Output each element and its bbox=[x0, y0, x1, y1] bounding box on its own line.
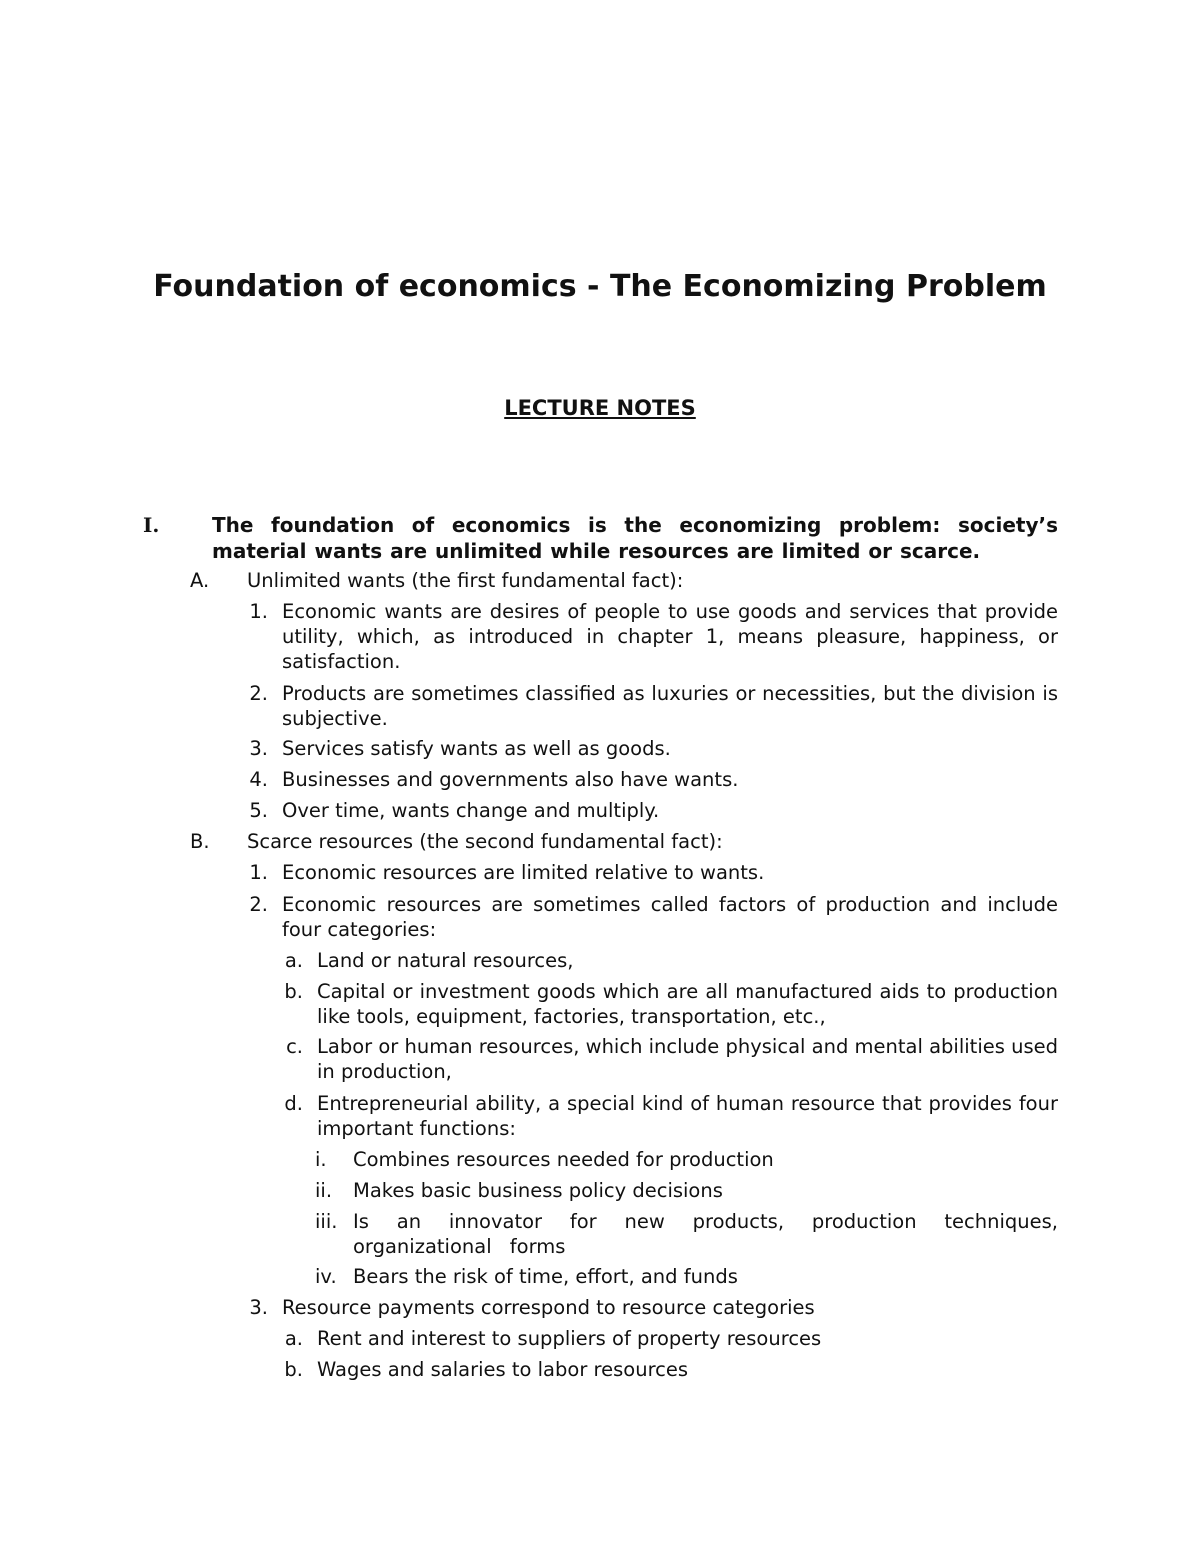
list-marker: 3. bbox=[249, 1296, 268, 1319]
list-item: Wages and salaries to labor resources bbox=[317, 1358, 689, 1381]
list-marker: c. bbox=[286, 1035, 303, 1058]
list-marker: i. bbox=[315, 1148, 327, 1171]
section-heading: The foundation of economics is the economizing problem: society’s material wants are unlimited while resources are limited or scarce. bbox=[212, 513, 1058, 563]
list-marker: d. bbox=[284, 1092, 303, 1115]
list-item: Rent and interest to suppliers of property resources bbox=[317, 1327, 822, 1350]
list-marker: 4. bbox=[249, 768, 268, 791]
list-marker: a. bbox=[284, 949, 303, 972]
list-marker: 1. bbox=[249, 600, 268, 623]
section-marker: I. bbox=[143, 513, 160, 537]
list-item: Economic resources are limited relative to wants. bbox=[282, 861, 765, 884]
list-item: Over time, wants change and multiply. bbox=[282, 799, 660, 822]
list-marker: 2. bbox=[249, 682, 268, 705]
list-item: Entrepreneurial ability, a special kind of human resource that provides four important functions: bbox=[317, 1092, 1058, 1140]
list-item: Capital or investment goods which are all manufactured aids to production like tools, equipment, factories, transportation, etc., bbox=[317, 980, 1058, 1028]
list-item: Combines resources needed for production bbox=[353, 1148, 774, 1171]
outline-heading-a: Unlimited wants (the first fundamental fact): bbox=[247, 569, 684, 592]
list-marker: b. bbox=[284, 1358, 303, 1381]
outline-marker: A. bbox=[190, 569, 210, 592]
list-item: Economic resources are sometimes called factors of production and include four categories: bbox=[282, 893, 1058, 941]
outline-marker: B. bbox=[190, 830, 210, 853]
list-item: Is an innovator for new products, production techniques, organizational forms bbox=[353, 1210, 1058, 1258]
list-marker: 3. bbox=[249, 737, 268, 760]
list-item: Services satisfy wants as well as goods. bbox=[282, 737, 671, 760]
list-marker: ii. bbox=[315, 1179, 333, 1202]
list-item: Resource payments correspond to resource categories bbox=[282, 1296, 815, 1319]
document-title: Foundation of economics - The Economizing Problem bbox=[153, 269, 1047, 304]
list-item: Makes basic business policy decisions bbox=[353, 1179, 723, 1202]
list-item: Economic wants are desires of people to use goods and services that provide utility, which, as introduced in chapter 1, means pleasure, happiness, or satisfaction. bbox=[282, 600, 1058, 673]
document-subtitle: LECTURE NOTES bbox=[504, 396, 696, 420]
list-item: Businesses and governments also have wants. bbox=[282, 768, 739, 791]
list-item: Products are sometimes classified as luxuries or necessities, but the division is subjective. bbox=[282, 682, 1058, 730]
list-marker: iii. bbox=[315, 1210, 338, 1233]
list-item: Bears the risk of time, effort, and funds bbox=[353, 1265, 738, 1288]
list-marker: 1. bbox=[249, 861, 268, 884]
list-marker: 5. bbox=[249, 799, 268, 822]
list-marker: a. bbox=[284, 1327, 303, 1350]
list-item: Labor or human resources, which include physical and mental abilities used in production, bbox=[317, 1035, 1058, 1083]
outline-heading-b: Scarce resources (the second fundamental fact): bbox=[247, 830, 723, 853]
list-marker: iv. bbox=[315, 1265, 337, 1288]
list-marker: b. bbox=[284, 980, 303, 1003]
list-marker: 2. bbox=[249, 893, 268, 916]
list-item: Land or natural resources, bbox=[317, 949, 574, 972]
